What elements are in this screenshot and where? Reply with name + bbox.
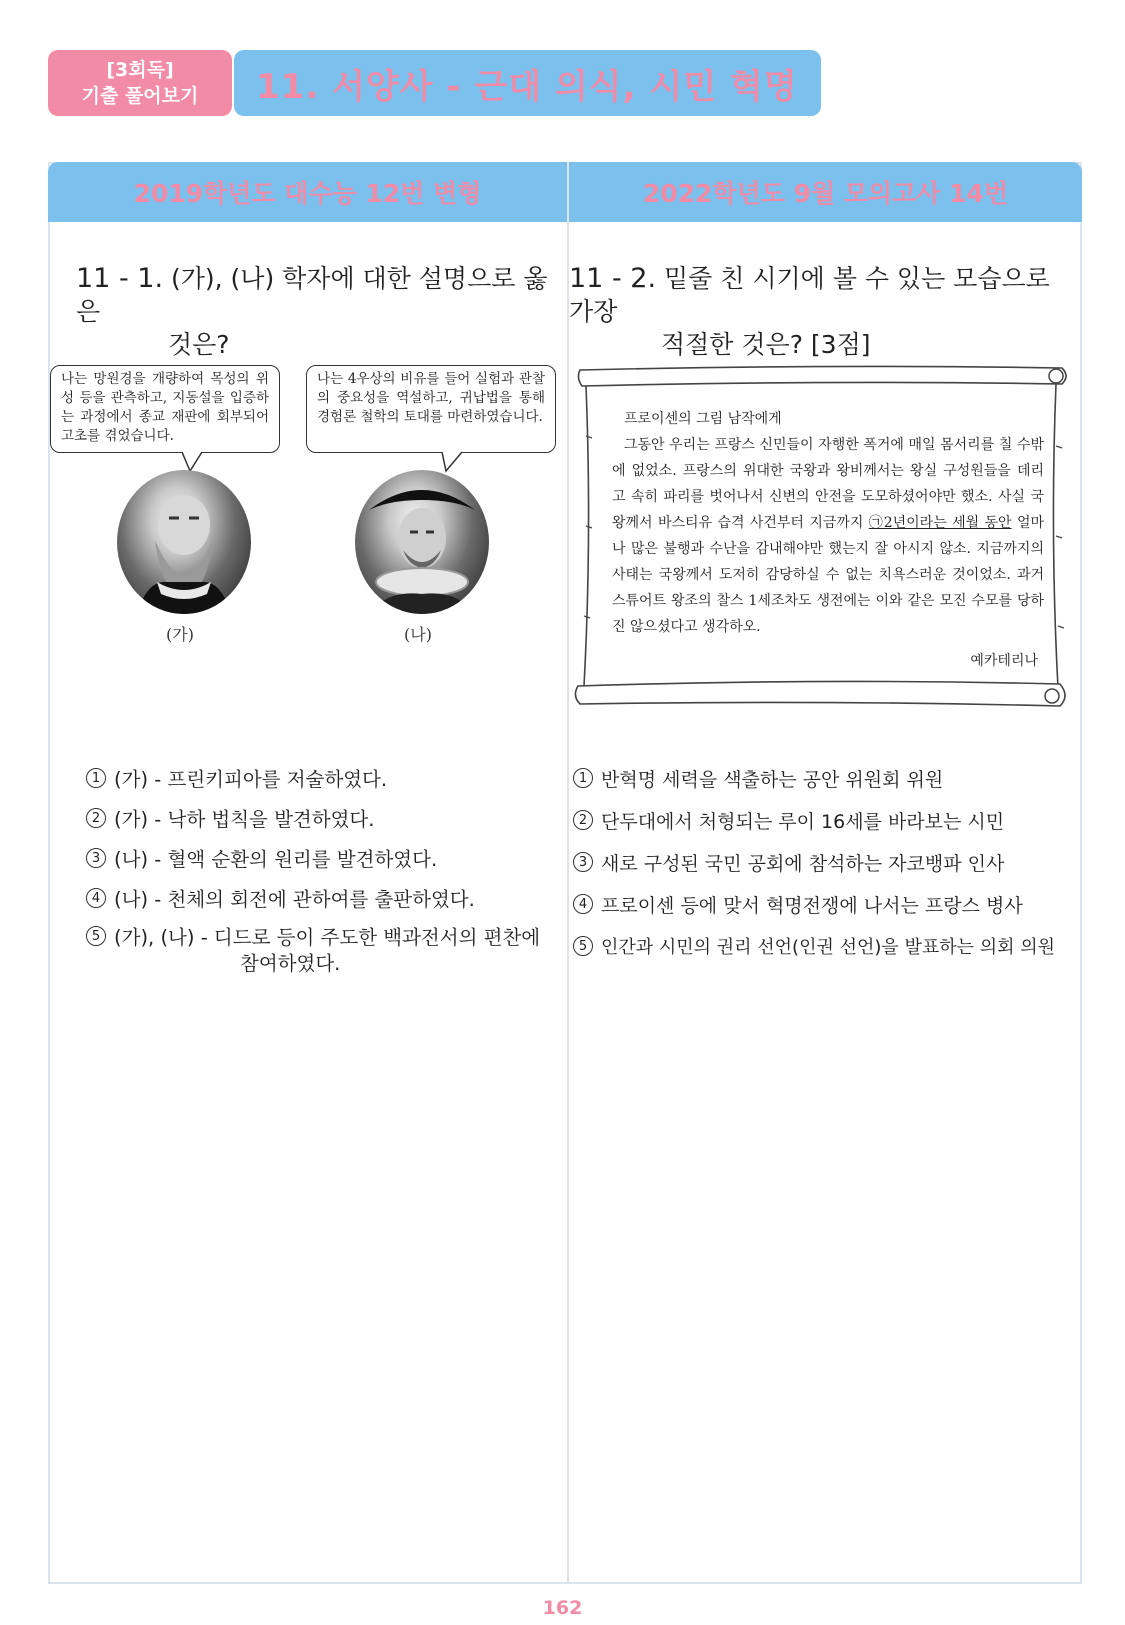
letter-text-1: 그동안 우리는 프랑스 신민들이 자행한 폭거에 매일 몸서리를 칠 수밖에 없었소. 프랑스의 위대한 국왕과 왕비께서는 왕실 구성원들을 데리고 속히 파리를 벗어나서 신변의 안전을 도모하셨어야만 했소. 사실 국왕께서 바스티유 습격 사건부터 지금까지 — [612, 437, 1044, 531]
left-question-line1: (가), (나) 학자에 대한 설명으로 옳은 — [76, 264, 548, 326]
review-tag — [48, 50, 232, 116]
choice-text: 반혁명 세력을 색출하는 공안 위원회 위원 — [601, 769, 944, 791]
choice-text: 프로이센 등에 맞서 혁명전쟁에 나서는 프랑스 병사 — [601, 895, 1023, 917]
left-choice-4[interactable] — [86, 887, 556, 925]
choice-marker: 5 — [573, 936, 593, 956]
page-number: 162 — [542, 1597, 583, 1619]
choice-marker: 3 — [86, 848, 106, 868]
review-tag-line2: 기출 풀어보기 — [81, 85, 199, 107]
choice-marker: 4 — [86, 888, 106, 908]
letter-body — [612, 406, 1044, 640]
choice-text: 새로 구성된 국민 공회에 참석하는 자코뱅파 인사 — [601, 853, 1005, 875]
portrait-a — [117, 470, 251, 614]
choice-text: (나) - 혈액 순환의 원리를 발견하였다. — [114, 848, 438, 871]
speech-bubble-b — [306, 365, 556, 453]
bubble-b-tail — [440, 451, 470, 473]
choice-text: (가), (나) - 디드로 등이 주도한 백과전서의 편찬에 — [114, 926, 541, 949]
letter-underlined: ㉠2년이라는 세월 동안 — [868, 515, 1012, 531]
portrait-b-label: (나) — [404, 625, 432, 644]
choice-text: 인간과 시민의 권리 선언(인권 선언)을 발표하는 의회 의원 — [601, 937, 1056, 958]
left-question-number: 11 - 1. — [76, 263, 164, 294]
left-choices — [86, 767, 556, 977]
left-choice-1[interactable] — [86, 767, 556, 807]
choice-marker: 1 — [573, 768, 593, 788]
choice-marker: 4 — [573, 894, 593, 914]
letter-text-2: 얼마나 많은 불행과 수난을 감내해야만 했는지 잘 아시지 않소. 지금까지의 사태는 국왕께서 도저히 감당하실 수 없는 치욕스러운 것이었소. 과거 스튜어트 왕조의 찰스 1세조차도 생전에는 이와 같은 모진 수모를 당하진 않으셨다고 생각하오. — [612, 515, 1045, 635]
left-question — [76, 262, 556, 361]
galileo-portrait-icon — [117, 470, 251, 614]
left-choice-3[interactable] — [86, 847, 556, 887]
right-choice-4[interactable] — [573, 893, 1083, 935]
letter-recipient: 프로이센의 그림 남작에게 — [624, 411, 782, 427]
letter-signature: 예카테리나 — [970, 653, 1038, 669]
right-heading-text: 2022학년도 9월 모의고사 14번 — [642, 179, 1009, 208]
left-heading-text: 2019학년도 대수능 12번 변형 — [133, 179, 482, 208]
right-choices — [573, 767, 1083, 977]
choice-marker: 2 — [86, 808, 106, 828]
choice-text: (가) - 프린키피아를 저술하였다. — [114, 768, 388, 791]
letter-paragraph — [612, 432, 1044, 640]
letter-scroll — [572, 356, 1078, 716]
right-choice-2[interactable] — [573, 809, 1083, 851]
choice-text: (가) - 낙하 법칙을 발견하였다. — [114, 808, 375, 831]
right-choice-3[interactable] — [573, 851, 1083, 893]
choice-marker: 3 — [573, 852, 593, 872]
right-column-heading — [569, 162, 1082, 222]
choice-marker: 1 — [86, 768, 106, 788]
column-divider — [567, 162, 569, 1584]
right-question-line2: 적절한 것은? [3점] — [661, 330, 871, 359]
bubble-a-text: 나는 망원경을 개량하여 목성의 위성 등을 관측하고, 지동설을 입증하는 과정에서 종교 재판에 회부되어 고초를 겪었습니다. — [61, 371, 269, 444]
right-question-line1: 밑줄 친 시기에 볼 수 있는 모습으로 가장 — [569, 264, 1050, 326]
left-column-heading — [48, 162, 567, 222]
chapter-title: 11. 서양사 - 근대 의식, 시민 혁명 — [256, 66, 798, 107]
left-choice-5[interactable] — [86, 925, 556, 977]
choice-marker: 2 — [573, 810, 593, 830]
right-choice-1[interactable] — [573, 767, 1083, 809]
right-choice-5[interactable] — [573, 935, 1083, 977]
left-question-line2: 것은? — [168, 330, 230, 359]
bubble-b-text: 나는 4우상의 비유를 들어 실험과 관찰의 중요성을 역설하고, 귀납법을 통해 경험론 철학의 토대를 마련하였습니다. — [317, 371, 545, 425]
choice-text: 단두대에서 처형되는 루이 16세를 바라보는 시민 — [601, 811, 1005, 833]
chapter-title-bar — [234, 50, 821, 116]
right-question — [569, 262, 1079, 361]
review-tag-line1: [3회독] — [106, 59, 174, 81]
left-choice-2[interactable] — [86, 807, 556, 847]
choice-text-cont: 참여하였다. — [240, 952, 341, 975]
speech-bubble-a — [50, 365, 280, 453]
choice-text: (나) - 천체의 회전에 관하여를 출판하였다. — [114, 888, 475, 911]
right-question-number: 11 - 2. — [569, 263, 657, 294]
choice-marker: 5 — [86, 926, 106, 946]
bacon-portrait-icon — [355, 470, 489, 614]
portrait-b — [355, 470, 489, 614]
portrait-a-label: (가) — [166, 625, 194, 644]
